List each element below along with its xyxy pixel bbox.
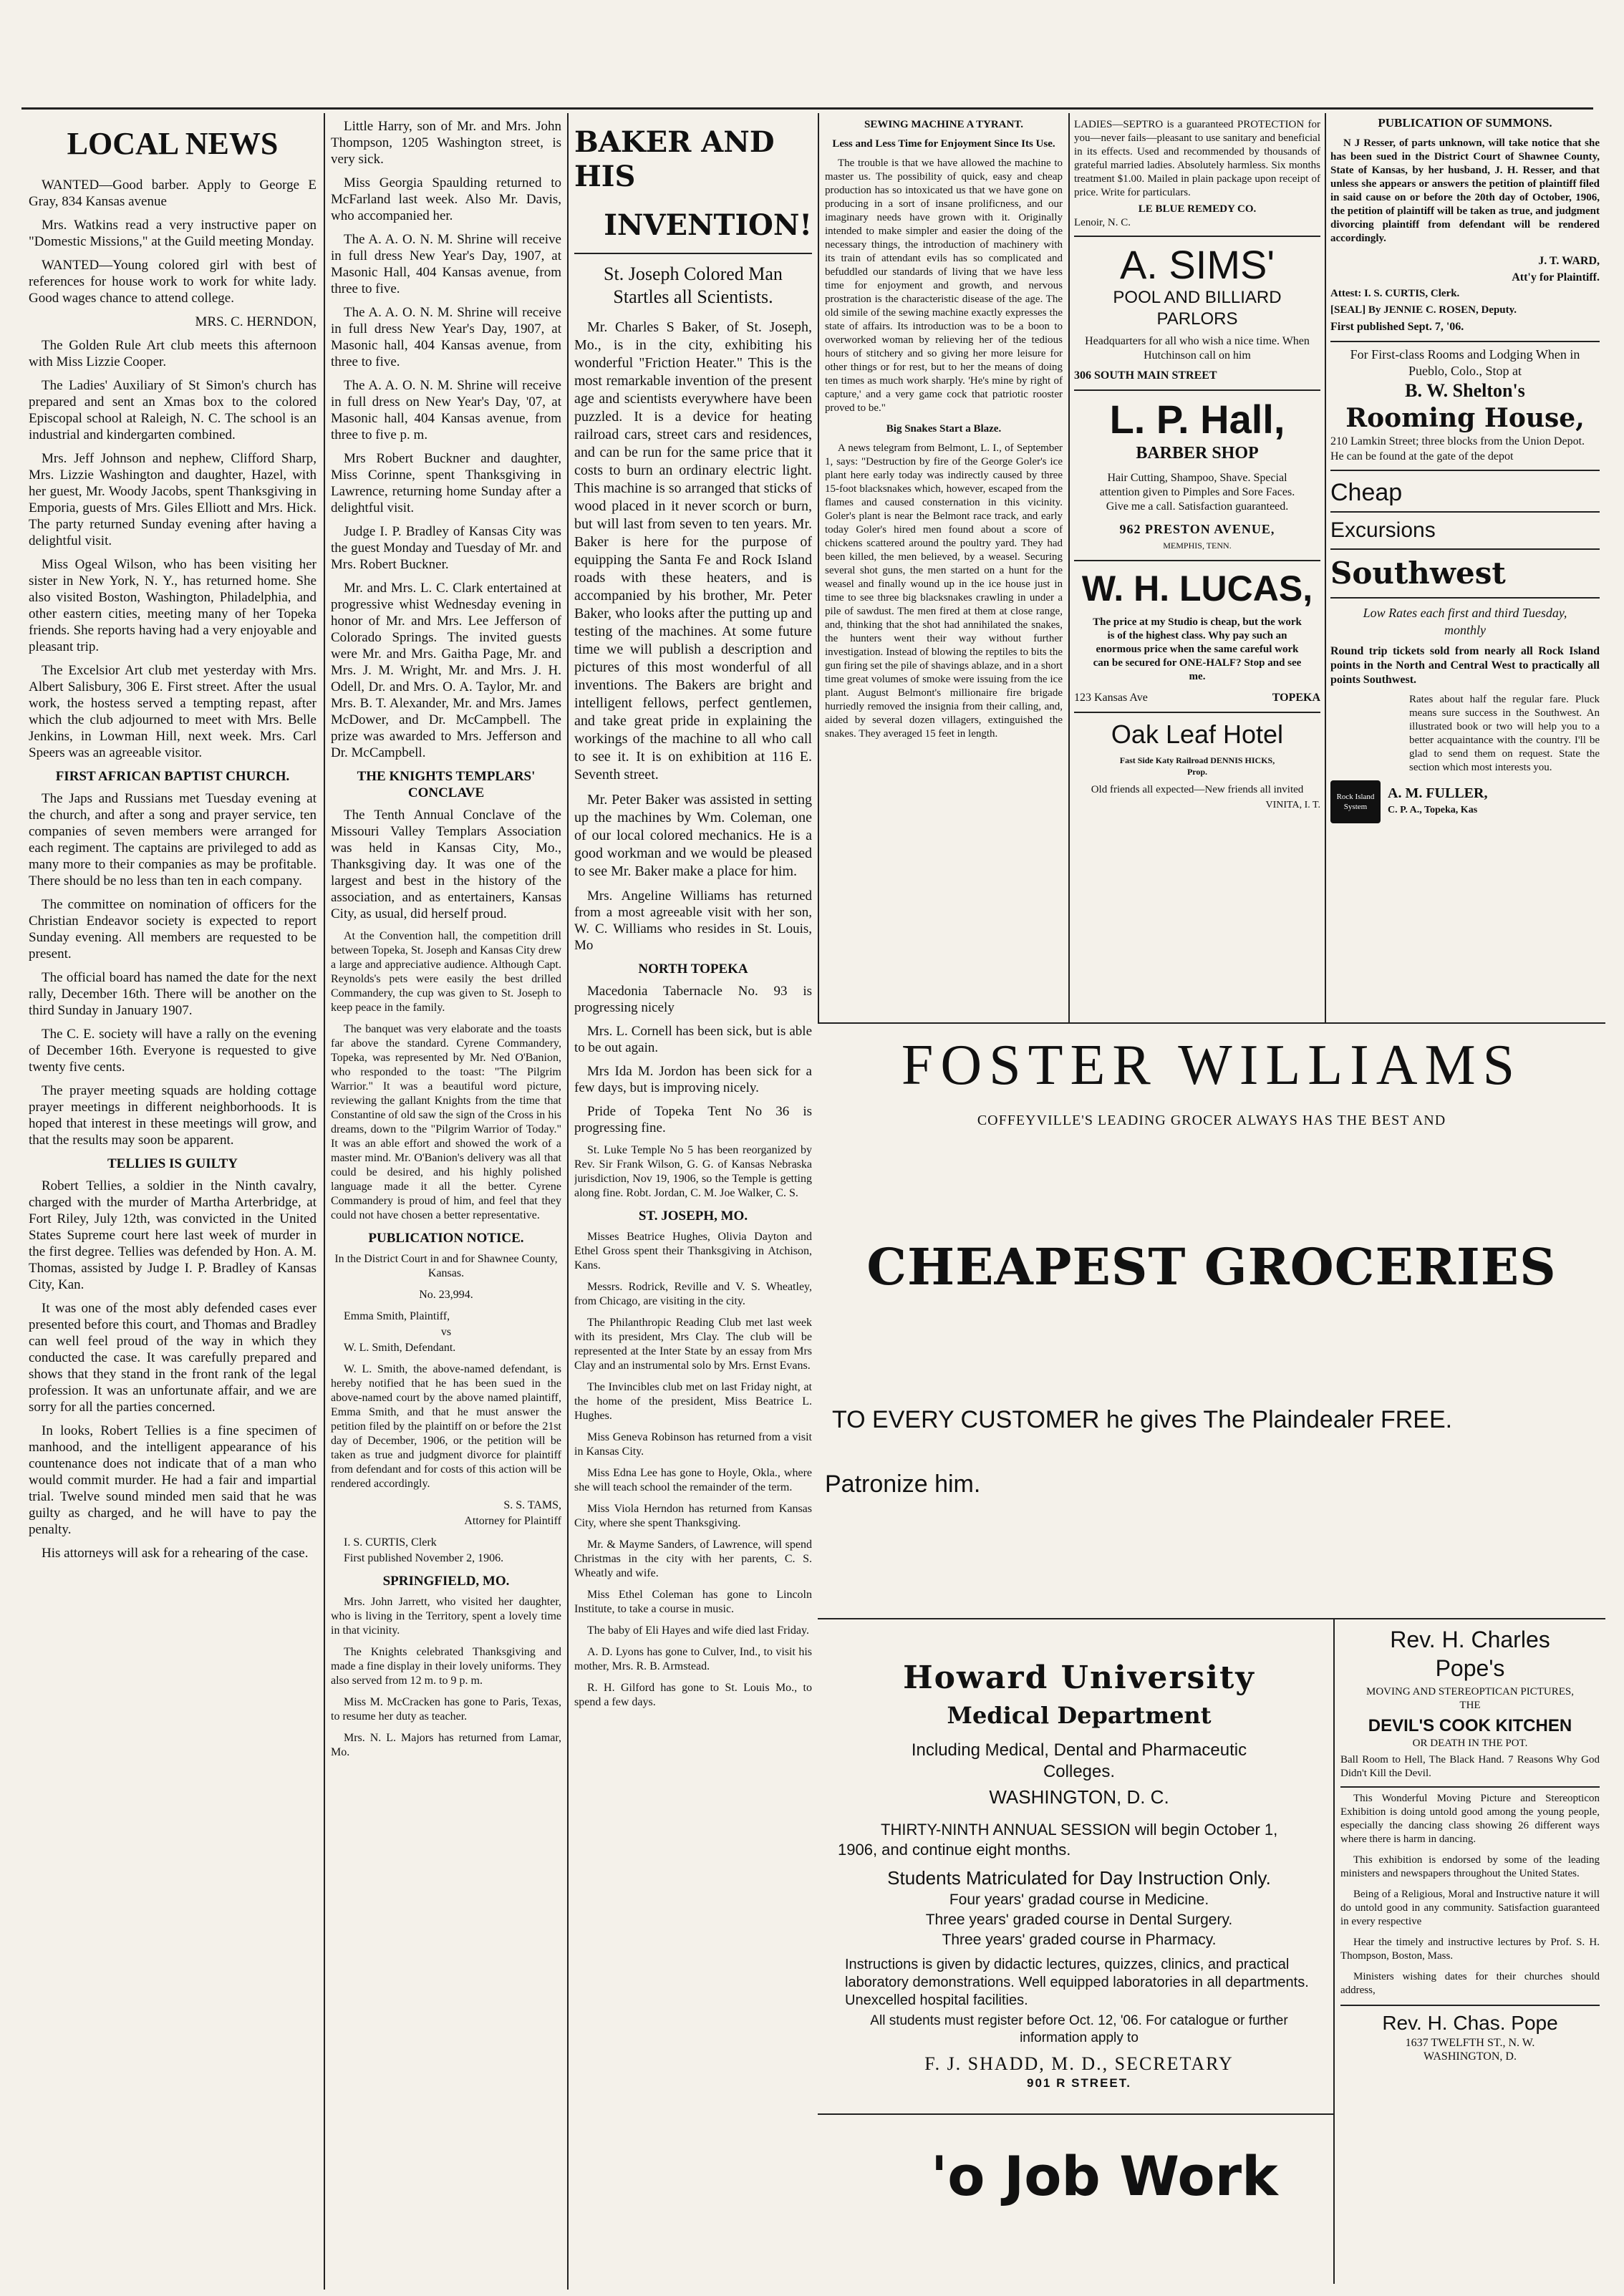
springfield-item-1: Mrs. John Jarrett, who visited her daughter, who is living in the Territory, spent a lovely time in that vicinity.: [331, 1596, 561, 1637]
sewing-subheading: Less and Less Time for Enjoyment Since Its Use.: [832, 138, 1055, 150]
tellies-paragraph-3: In looks, Robert Tellies is a fine specimen of manhood, and the intelligent appearance of his countenance does not indicate that of a man who would commit murder. He had a fair and impartial trial. Twelve sound minded men said that he was guilty as charged, and he will have to pay the penalty.: [29, 1423, 316, 1537]
fuller-row: [1330, 780, 1600, 823]
shelton-name: B. W. Shelton's: [1405, 380, 1525, 401]
sims-ad: [1074, 243, 1320, 384]
publication-clerk: I. S. CURTIS, Clerk: [344, 1536, 437, 1549]
north-item-3: Mrs Ida M. Jordon has been sick for a few days, but is improving nicely.: [574, 1064, 812, 1095]
st-joseph-item-2: Messrs. Rodrick, Reville and V. S. Wheatley, from Chicago, are visiting in the city.: [574, 1281, 812, 1307]
summons-heading: PUBLICATION OF SUMMONS.: [1378, 116, 1552, 130]
baker-rule: [574, 253, 812, 254]
rock-island-logo-text: Rock Island System: [1336, 793, 1375, 811]
wilson-item: Miss Ogeal Wilson, who has been visiting her sister in New York, N. Y., has returned home. She also visited Boston, Washington, Philadelphia, and other eastern cities, meeting many of her Topeka friends. She reports having had a very enjoyable and pleasant trip.: [29, 557, 316, 654]
summons-first: First published Sept. 7, '06.: [1330, 321, 1464, 333]
cheap-rule: [1330, 511, 1600, 513]
septro-location: Lenoir, N. C.: [1074, 217, 1131, 228]
lucas-address-row: [1074, 689, 1320, 706]
pope-signature-city: WASHINGTON, D.: [1424, 2050, 1517, 2063]
ad-rule-4: [1074, 712, 1320, 713]
baker-subheading: St. Joseph Colored Man Startles all Scientists.: [604, 263, 783, 307]
pope-body-4: Hear the timely and instructive lectures by Prof. S. H. Thompson, Boston, Mass.: [1340, 1937, 1600, 1962]
summons-seal: [SEAL] By JENNIE C. ROSEN, Deputy.: [1330, 304, 1517, 316]
prayer-item: The prayer meeting squads are holding cottage prayer meetings in different neighborhoods. It is hoped that interest in these meetings will grow, and that the results may soon be apparent.: [29, 1083, 316, 1148]
st-joseph-item-9: Miss Ethel Coleman has gone to Lincoln Institute, to take a course in music.: [574, 1589, 812, 1615]
hall-line: BARBER SHOP: [1136, 444, 1259, 462]
knights-paragraph-3: The banquet was very elaborate and the toasts far above the standard. Cyrene Commandery, Topeka, was represented by Mr. Ned O'Banion, who responded to the toast: "The Pilgrim Warrior." It was a beautiful word picture, reviewing the gallant Knights from the time that Constantine of old saw the sign of the Cross in his dreams, down to the "Pilgrim Warrior of Today." It was an able effort and showed the work of a master mind. Mr. O'Banion's delivery was all that could be desired, and his highly polished language made it all the better. Cyrene Commandery is proud of him, and feel that they could not have chosen a better representative.: [331, 1023, 561, 1221]
shelton-line: Rooming House,: [1345, 403, 1585, 433]
southwest-word: Southwest: [1330, 556, 1506, 591]
column-society: [331, 118, 561, 2287]
howard-including: Including Medical, Dental and Pharmaceutic Colleges.: [911, 1740, 1247, 1781]
job-work-ad: [931, 2141, 1332, 2227]
pope-body-3: Being of a Religious, Moral and Instructive nature it will do untold good in any community. Satisfaction guaranteed in every respective: [1340, 1889, 1600, 1927]
column-sewing-snakes: [825, 118, 1063, 1017]
rock-island-logo: [1330, 780, 1381, 823]
excursions-rule: [1330, 548, 1600, 550]
rates-text: Low Rates each first and third Tuesday, monthly: [1363, 606, 1567, 637]
column-rule-1: [324, 113, 325, 2290]
williams-item: Mrs. Angeline Williams has returned from a most agreeable visit with her son, W. C. Williams who resides in St. Louis, Mo: [574, 888, 812, 953]
column-rule-2: [567, 113, 569, 2290]
tellies-paragraph-1: Robert Tellies, a soldier in the Ninth cavalry, charged with the murder of Martha Arterbridge, at Fort Riley, July 12th, was convicted in the United States Supreme court here last week of murder in the first degree. Tellies was defended by Hon. A. M. Thomas, assisted by Judge I. P. Bradley of Kansas City, Kan.: [29, 1178, 316, 1292]
oak-leaf-city: VINITA, I. T.: [1265, 800, 1320, 810]
foster-patronize: Patronize him.: [825, 1471, 981, 1498]
column-ads: [1074, 118, 1320, 1017]
column-baker: [574, 118, 812, 2287]
springfield-heading: SPRINGFIELD, MO.: [382, 1574, 510, 1589]
sims-address: 306 SOUTH MAIN STREET: [1074, 369, 1217, 382]
foster-top-rule: [818, 1022, 1605, 1024]
north-item-5: St. Luke Temple No 5 has been reorganized by Rev. Sir Frank Wilson, G. G. of Kansas Nebraska jurisdiction, Nov 19, 1906, so the Temple is getting along fine. Robt. Jordan, C. M. Joe Walker, C. S.: [574, 1144, 812, 1199]
shelton-intro: For First-class Rooms and Lodging When in Pueblo, Colo., Stop at: [1350, 347, 1580, 378]
summons-attorney-role: Att'y for Plaintiff.: [1512, 271, 1600, 284]
shelton-ad: [1330, 347, 1600, 464]
cheap-word: Cheap: [1330, 479, 1403, 506]
wanted-signature: MRS. C. HERNDON,: [195, 314, 316, 329]
baker-paragraph-1: Mr. Charles S Baker, of St. Joseph, Mo., is in the city, exhibiting his wonderful "Friction Heater." This is the most remarkable invention of the present age and scientists everywhere have been puzzled. It is a device for heating railroad cars, street cars and residences, and can be run for the same price that it costs to burn an ordinary electric light. This machine is so arranged that sticks of wood placed in it never scorch or burn, but will last from seven to ten years. Mr. Baker is here for the purpose of equipping the Santa Fe and Rock Island roads with these heaters, and is accompanied by his brother, Mr. Peter Baker, who looks after the putting up and testing of the machines. At some future time we will publish a description and pictures of this most wonderful of all inventions. The Bakers are bright and intelligent fellows, perfect gentlemen, and take great pride in explaining the workings of the machine to all who call to see it. It is on exhibition at 116 E. Seventh street.: [574, 319, 812, 783]
lucas-name: W. H. LUCAS,: [1081, 568, 1313, 609]
lucas-body: The price at my Studio is cheap, but the work is of the highest class. Why pay such an enormous price when the same careful work can be secured for ONE-HALF? Stop and see me.: [1093, 616, 1302, 682]
golden-rule-item: The Golden Rule Art club meets this afternoon with Miss Lizzie Cooper.: [29, 338, 316, 369]
pope-ball: Ball Room to Hell, The Black Hand. 7 Reasons Why God Didn't Kill the Devil.: [1340, 1754, 1600, 1779]
publication-body: W. L. Smith, the above-named defendant, is hereby notified that he has been sued in the above-named court by the above named plaintiff, Emma Smith, and that he must answer the petition filed by the plaintiff on or before the 21st day of December, 1906, or the petition will be taken as true and judgment divorce for plaintiff from defendant and for costs of this action will be rendered accordingly.: [331, 1363, 561, 1490]
north-item-1: Macedonia Tabernacle No. 93 is progressing nicely: [574, 984, 812, 1015]
baker-paragraph-2: Mr. Peter Baker was assisted in setting up the machines by Wm. Coleman, one of our local colored mechanics. He is a good workman and we would be pleased to see Mr. Baker make a place for him.: [574, 792, 812, 879]
howard-bottom-rule: [818, 2113, 1333, 2115]
pope-body-2: This exhibition is endorsed by some of the leading ministers and newspapers throughout the United States.: [1340, 1854, 1600, 1879]
north-item-4: Pride of Topeka Tent No 36 is progressing fine.: [574, 1104, 812, 1135]
column-rule-3: [818, 113, 819, 1022]
north-item-2: Mrs. L. Cornell has been sick, but is able to be out again.: [574, 1024, 812, 1055]
pluck-text: Rates about half the regular fare. Pluck means sure success in the Southwest. An illustrated book or two will help you to a better acquaintance with the country. I'll be glad to send them on request. State the section which most interests you.: [1409, 694, 1600, 773]
wanted-girl: WANTED—Young colored girl with best of references for house work to work for white lady. Good wages chance to attend college.: [29, 258, 316, 306]
foster-name: FOSTER WILLIAMS: [901, 1034, 1522, 1097]
summons-attorney: J. T. WARD,: [1538, 255, 1600, 267]
sims-body: Headquarters for all who wish a nice time. When Hutchinson call on him: [1085, 335, 1310, 362]
col6-rule-1: [1330, 341, 1600, 342]
oak-leaf-body: Old friends all expected—New friends all invited: [1091, 784, 1304, 795]
howard-course-3: Three years' graded course in Pharmacy.: [942, 1932, 1217, 1948]
sims-line: POOL AND BILLIARD PARLORS: [1113, 288, 1282, 329]
sewing-heading: SEWING MACHINE A TYRANT.: [864, 119, 1023, 130]
howard-course-2: Three years' graded course in Dental Surgery.: [925, 1912, 1233, 1928]
publication-number: No. 23,994.: [419, 1289, 473, 1301]
howard-secretary: F. J. SHADD, M. D., SECRETARY: [924, 2053, 1234, 2074]
first-african-heading: FIRST AFRICAN BAPTIST CHURCH.: [55, 769, 290, 784]
ladies-auxiliary-item: The Ladies' Auxiliary of St Simon's church has prepared and sent an Xmas box to the colored Episcopal school at Raleigh, N. C. The school is an industrial and kindergarten combined.: [29, 378, 316, 442]
knights-paragraph-2: At the Convention hall, the competition drill between Topeka, St. Joseph and Kansas City drew a large and appreciative audience. Although Capt. Reynolds's pets were easily the best drilled Commandery, the cup was given to St. Joseph to keep peace in the family.: [331, 930, 561, 1014]
sims-name: A. SIMS': [1119, 242, 1275, 287]
howard-university-ad: [831, 1625, 1328, 2112]
st-joseph-item-1: Misses Beatrice Hughes, Olivia Dayton and Ethel Gross spent their Thanksgiving in Atchison, Kans.: [574, 1231, 812, 1271]
foster-cheapest: CHEAPEST GROCERIES: [866, 1237, 1557, 1297]
japs-item: The Japs and Russians met Tuesday evening at the church, and after a song and prayer service, ten companies of seven members were arranged for each regiment. The captains are privileged to add as many more to their companies as may be profitable. There should be no less than ten in each company.: [29, 791, 316, 888]
pope-name-1: Rev. H. Charles: [1390, 1627, 1550, 1652]
foster-customer: TO EVERY CUSTOMER he gives The Plaindealer FREE.: [832, 1406, 1453, 1433]
roundtrip-text: Round trip tickets sold from nearly all Rock Island points in the North and Central West to practically all points Southwest.: [1330, 645, 1600, 686]
fuller-name: A. M. FULLER,: [1388, 785, 1488, 801]
baker-headline-2: INVENTION!: [604, 208, 812, 242]
shrine-item-2: The A. A. O. N. M. Shrine will receive in full dress New Year's Day, 1907, at Masonic hall, 404 Kansas avenue, from three to five.: [331, 305, 561, 369]
springfield-item-4: Mrs. N. L. Majors has returned from Lamar, Mo.: [331, 1732, 561, 1758]
watkins-item: Mrs. Watkins read a very instructive paper on "Domestic Missions," at the Guild meeting Monday.: [29, 218, 316, 249]
official-board-item: The official board has named the date for the next rally, December 16th. There will be another on the third Sunday in January 1907.: [29, 970, 316, 1018]
tellies-paragraph-4: His attorneys will ask for a rehearing of the case.: [42, 1546, 309, 1561]
column-rule-5: [1325, 113, 1326, 1022]
snakes-body: A news telegram from Belmont, L. I., of September 1, says: "Destruction by fire of the George Goler's ice plant here early today was indirectly caused by three 15-foot blacksnakes which, however, escaped from the flames and caused consternation in this vicinity. Goler's plant is near the Belmont race track, and early today Goler's hired men found about a score of chickens scattered around the poultry yard. They had been killed, the men believed, by a weasel. Securing several shot guns, the men started on a hunt for the weasel and finally wound up in the ice house just in time to see three big blacksnakes crawling in under a pile of sawdust. The men fired at them at close range, and, thinking that the shot had annihilated the snakes, the hunters went their way without further investigation. Instead of blowing the reptiles to bits the gun firing set the pile of shavings ablaze, and in a short time great volumes of smoke were issuing from the ice plant. August Belmont's millionaire fire brigade hurriedly removed the insignia from their calling, and, aided by several dozen villagers, extinguished the snakes. They averaged 15 feet in length.: [825, 442, 1063, 740]
knights-paragraph-1: The Tenth Annual Conclave of the Missouri Valley Templars Association was held in Kansas City, Mo., Thanksgiving day. It was one of the largest and best in the history of the association, and as entertainers, Kansas City, as usual, did herself proud.: [331, 808, 561, 921]
st-joseph-item-12: R. H. Gilford has gone to St. Louis Mo., to spend a few days.: [574, 1682, 812, 1708]
pope-sig-rule: [1340, 2005, 1600, 2006]
fuller-line: C. P. A., Topeka, Kas: [1388, 805, 1478, 815]
st-joseph-item-11: A. D. Lyons has gone to Culver, Ind., to visit his mother, Mrs. R. B. Armstead.: [574, 1646, 812, 1672]
ad-rule-3: [1074, 560, 1320, 561]
top-edge-rule: [21, 107, 1593, 110]
st-joseph-item-4: The Invincibles club met on last Friday night, at the home of the president, Miss Beatrice L. Hughes.: [574, 1381, 812, 1422]
publication-plaintiff: Emma Smith, Plaintiff,: [344, 1310, 450, 1322]
howard-register: All students must register before Oct. 12, '06. For catalogue or further information apply to: [870, 2013, 1288, 2045]
wanted-barber: WANTED—Good barber. Apply to George E Gray, 834 Kansas avenue: [29, 178, 316, 209]
septro-ad: [1074, 118, 1320, 230]
springfield-item-2: The Knights celebrated Thanksgiving and made a fine display in their lovely uniforms. They also served from 12 m. to 9 p. m.: [331, 1646, 561, 1687]
bradley-item: Judge I. P. Bradley of Kansas City was the guest Monday and Tuesday of Mr. and Mrs. Robert Buckner.: [331, 524, 561, 572]
southwest-rule: [1330, 597, 1600, 599]
st-joseph-item-6: Miss Edna Lee has gone to Hoyle, Okla., where she will teach school the remainder of the term.: [574, 1467, 812, 1493]
column-rule-4: [1068, 113, 1070, 1022]
georgia-item: Miss Georgia Spaulding returned to McFarland last week. Also Mr. Davis, who accompanied her.: [331, 175, 561, 223]
ce-society-item: The C. E. society will have a rally on the evening of December 16th. Everyone is requested to give twenty five cents.: [29, 1027, 316, 1075]
pope-ad: [1340, 1622, 1600, 2288]
pope-rule: [1340, 1786, 1600, 1788]
st-joseph-item-10: The baby of Eli Hayes and wife died last Friday.: [587, 1624, 809, 1637]
lucas-ad: [1074, 567, 1320, 706]
pope-body-5: Ministers wishing dates for their churches should address,: [1340, 1971, 1600, 1996]
local-news-heading: LOCAL NEWS: [67, 126, 279, 161]
publication-defendant: W. L. Smith, Defendant.: [344, 1342, 456, 1354]
harry-item: Little Harry, son of Mr. and Mrs. John Thompson, 1205 Washington street, is very sick.: [331, 119, 561, 167]
st-joseph-item-5: Miss Geneva Robinson has returned from a visit in Kansas City.: [574, 1431, 812, 1458]
foster-sub: COFFEYVILLE'S LEADING GROCER ALWAYS HAS THE BEST AND: [977, 1113, 1446, 1128]
springfield-item-3: Miss M. McCracken has gone to Paris, Texas, to resume her duty as teacher.: [331, 1696, 561, 1723]
johnson-item: Mrs. Jeff Johnson and nephew, Clifford Sharp, Mrs. Lizzie Washington and daughter, Hazel, with her guest, Mr. Woody Jacobs, spent Thanksgiving in Emporia, guests of Mrs. Giles Elliott and Mrs. Hick. The party returned Sunday evening after having a delightful visit.: [29, 451, 316, 548]
pope-body-1: This Wonderful Moving Picture and Stereopticon Exhibition is doing untold good among the young people, especially the dancing class showing 26 different ways where there is harm in dancing.: [1340, 1793, 1600, 1845]
excelsior-item: The Excelsior Art club met yesterday with Mrs. Albert Salisbury, 306 E. First street. After the usual work, the hostess served a tempting repast, after which the club adjourned to meet with Mrs. Belle Jenkins, in Lowman Hill, next week. Mrs. Carl Speers was an agreeable visitor.: [29, 663, 316, 760]
baker-headline-1: BAKER AND HIS: [574, 125, 775, 193]
pope-name-2: Pope's: [1435, 1655, 1505, 1681]
st-joseph-item-7: Miss Viola Herndon has returned from Kansas City, where she spent Thanksgiving.: [574, 1503, 812, 1529]
committee-item: The committee on nomination of officers for the Christian Endeavor society is expected to report Sunday evening. All members are requested to be present.: [29, 897, 316, 961]
septro-company: LE BLUE REMEDY CO.: [1138, 203, 1257, 215]
st-joseph-heading: ST. JOSEPH, MO.: [638, 1208, 748, 1224]
tellies-heading: TELLIES IS GUILTY: [107, 1156, 238, 1171]
oak-leaf-ad: [1074, 719, 1320, 813]
publication-attorney: Attorney for Plaintiff: [464, 1515, 561, 1527]
shrine-item-1: The A. A. O. N. M. Shrine will receive in full dress New Year's Day, 1907, at Masonic Hall, 404 Kansas avenue, from three to five.: [331, 232, 561, 296]
job-work-text: 'o Job Work: [931, 2144, 1278, 2208]
buckner-item: Mrs Robert Buckner and daughter, Miss Corinne, spent Thanksgiving in Lawrence, returning home Sunday after a delightful visit.: [331, 451, 561, 515]
column-rule-6: [1333, 1618, 1335, 2284]
shrine-item-3: The A. A. O. N. M. Shrine will receive in full dress on New Year's Day, '07, at Masonic hall, 404 Kansas avenue, from three to five p. m.: [331, 378, 561, 442]
howard-course-1: Four years' gradad course in Medicine.: [949, 1891, 1209, 1908]
publication-signature: S. S. TAMS,: [503, 1499, 561, 1511]
north-topeka-heading: NORTH TOPEKA: [638, 961, 748, 977]
pope-signature-address: 1637 TWELFTH ST., N. W.: [1405, 2037, 1535, 2049]
publication-vs: vs: [440, 1326, 452, 1338]
summons-attest: Attest: I. S. CURTIS, Clerk.: [1330, 288, 1460, 299]
publication-notice-heading: PUBLICATION NOTICE.: [368, 1231, 524, 1246]
column-local-news: [29, 118, 316, 2287]
septro-body: LADIES—SEPTRO is a guaranteed PROTECTION for you—never fails—pleasant to use sanitary and beneficial in its effects. Used and recommended by thousands of grateful married ladies. Absolutely harmless. Six months treatment $1.00. Mailed in plain package upon receipt of price. Write for particulars.: [1074, 119, 1320, 198]
snakes-heading: Big Snakes Start a Blaze.: [886, 423, 1002, 435]
column-summons-ads: [1330, 113, 1600, 1017]
hall-body: Hair Cutting, Shampoo, Shave. Special attention given to Pimples and Sore Faces. Give me a call. Satisfaction guaranteed.: [1099, 472, 1295, 513]
howard-instruction: Instructions is given by didactic lectures, quizzes, clinics, and practical laboratory demonstrations. Well equipped laboratories in all departments. Unexcelled hospital facilities.: [845, 1957, 1309, 2008]
howard-dept: Medical Department: [947, 1702, 1212, 1729]
sewing-body: The trouble is that we have allowed the machine to master us. The possibility of quick, easy and cheap production has so intoxicated us that we have gone on producing in a sort of insane prolificness, and our imaginary needs have grown with it. Originally intended to make simpler and easier the doing of the necessary things, the introduction of machinery with its train of attendant evils has so complicated and befuddled our standards of living that we have less time for enjoyment and growth, and nervous prostration is the characteristic disease of the age. The old simile of the sewing machine exactly expresses the state of affairs. Its introduction was to be a boon to overworked woman by relieving her of the tedious hours of stitchery and so giving her more leisure for other things or for rest, but to her the means of doing ten times as much work sharply. 'He's mine by right of capture,' and a very game cock that patriotic rooster proved to be.": [825, 158, 1063, 414]
howard-address: 901 R STREET.: [1027, 2076, 1131, 2090]
lucas-city: TOPEKA: [1272, 692, 1320, 704]
fuller-text: [1388, 785, 1487, 818]
hall-name: L. P. Hall,: [1109, 397, 1285, 442]
lucas-address: 123 Kansas Ave: [1074, 692, 1148, 704]
pope-signature-name: Rev. H. Chas. Pope: [1382, 2012, 1558, 2034]
howard-city: WASHINGTON, D. C.: [989, 1786, 1169, 1808]
oak-leaf-name: Oak Leaf Hotel: [1111, 720, 1284, 749]
pope-devils: DEVIL'S COOK KITCHEN: [1368, 1716, 1572, 1735]
tellies-paragraph-2: It was one of the most ably defended cases ever presented before this court, and Thomas and Bradley can well feel proud of the way in which they conducted the case. It was carefully prepared and shows that they stand in the front rank of the legal profession. It was an unfortunate affair, and we are sorry for all the parties concerned.: [29, 1301, 316, 1415]
pope-moving: MOVING AND STEREOPTICAN PICTURES, THE: [1366, 1686, 1575, 1711]
pope-death: OR DEATH IN THE POT.: [1412, 1738, 1528, 1749]
shelton-body: 210 Lamkin Street; three blocks from the Union Depot. He can be found at the gate of the depot: [1330, 435, 1585, 462]
hall-city: MEMPHIS, TENN.: [1163, 541, 1232, 551]
excursions-word: Excursions: [1330, 518, 1436, 542]
st-joseph-item-8: Mr. & Mayme Sanders, of Lawrence, will spend Christmas in the city with her parents, C. S. Wheatly and wife.: [574, 1539, 812, 1579]
summons-body: N J Resser, of parts unknown, will take notice that she has been sued in the District Court of Shawnee County, State of Kansas, by her husband, J. H. Resser, and that unless she appears or answers the petition of plaintiff filed in said cause on or before the 20th day of October, 1906, the petition of plaintiff will be taken as true, and judgment divorcing plaintiff from defendant will be rendered accordingly.: [1330, 137, 1600, 244]
oak-leaf-line: Fast Side Katy Railroad DENNIS HICKS, Prop.: [1119, 755, 1275, 777]
clark-item: Mr. and Mrs. L. C. Clark entertained at progressive whist Wednesday evening in honor of Mr. and Mrs. Lee Jefferson of Colorado Springs. The invited guests were Mr. and Mrs. Gaitha Page, Mr. and Mrs. J. M. Wright, Mr. and Mrs. J. H. Odell, Dr. and Mrs. O. A. Taylor, Mr. and Mrs. B. T. Alexander, Mr. and Mrs. James McDower, and Dr. McCampbell. The prize was awarded to Mrs. Jefferson and Dr. McCampbell.: [331, 581, 561, 760]
st-joseph-item-3: The Philanthropic Reading Club met last week with its president, Mrs Clay. The club will be represented at the Inter State by an essay from Mrs Clay and an instrumental solo by Mrs. Ernst Evans.: [574, 1317, 812, 1372]
publication-court: In the District Court in and for Shawnee County, Kansas.: [334, 1253, 558, 1279]
foster-bottom-rule: [818, 1618, 1605, 1619]
publication-first: First published November 2, 1906.: [344, 1552, 504, 1564]
ad-rule-2: [1074, 389, 1320, 391]
hall-ad: [1074, 397, 1320, 554]
foster-williams-ad: [825, 1031, 1598, 1618]
ad-rule-1: [1074, 236, 1320, 237]
howard-name: Howard University: [903, 1660, 1255, 1696]
knights-heading: THE KNIGHTS TEMPLARS' CONCLAVE: [357, 769, 536, 800]
howard-students: Students Matriculated for Day Instruction Only.: [887, 1867, 1271, 1889]
howard-session: THIRTY-NINTH ANNUAL SESSION will begin October 1, 1906, and continue eight months.: [838, 1821, 1278, 1859]
hall-address: 962 PRESTON AVENUE,: [1119, 522, 1275, 536]
excursions-ad: [1330, 477, 1600, 823]
col6-rule-2: [1330, 470, 1600, 471]
